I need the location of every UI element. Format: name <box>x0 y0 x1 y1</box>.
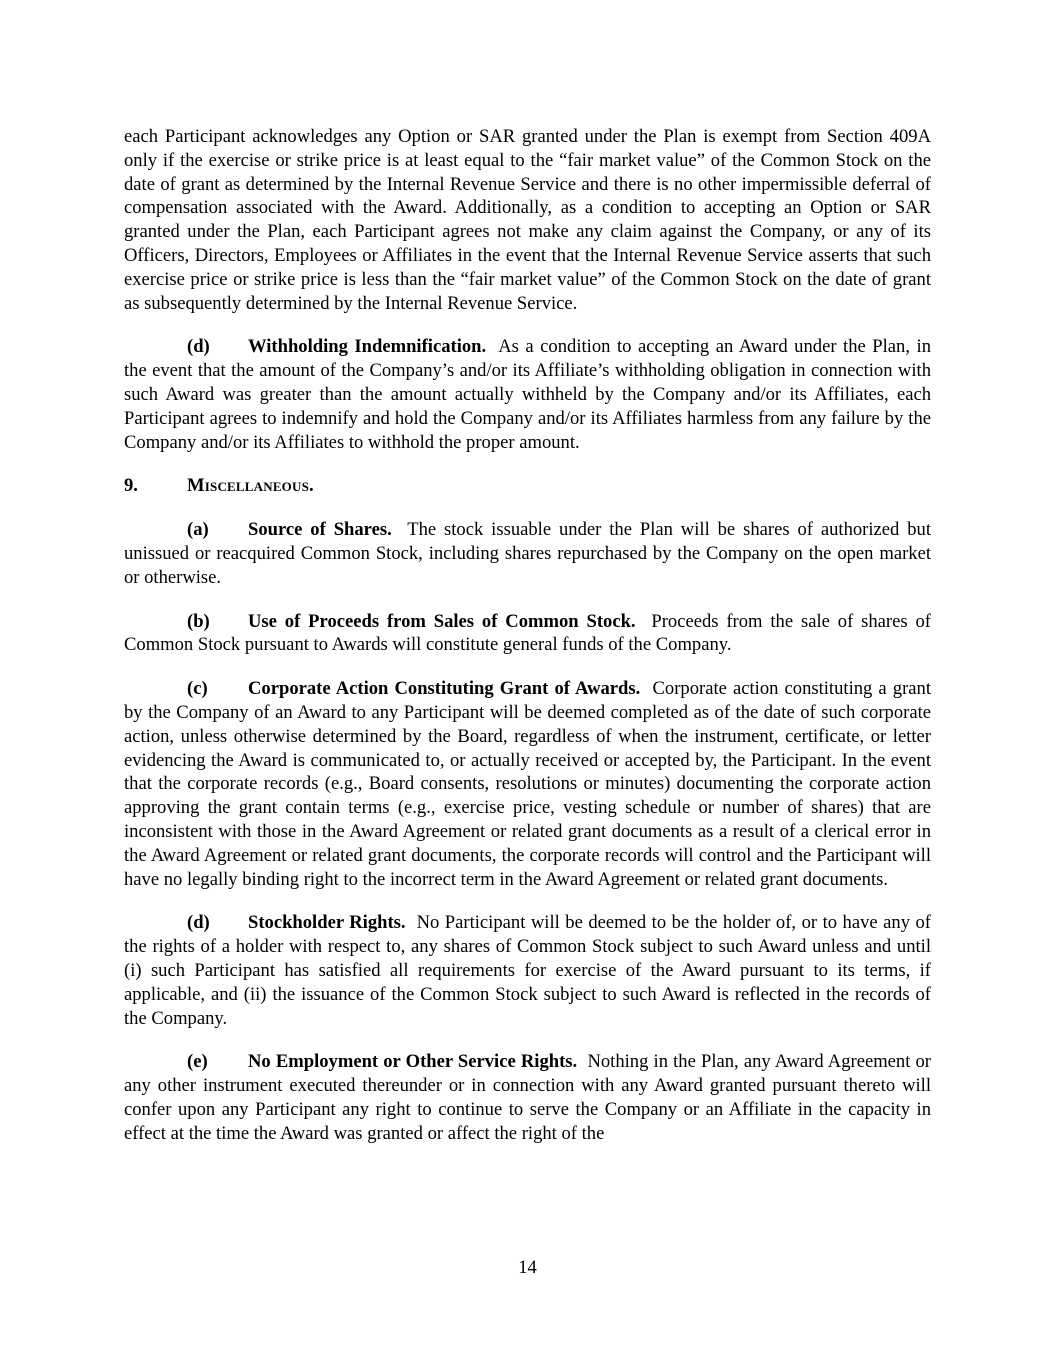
section-number: 9. <box>124 475 138 497</box>
subsection-title: No Employment or Other Service Rights. <box>248 1051 578 1073</box>
subsection-text: No Participant will be deemed to be the holder of, or to have any of the rights of a holder with respect to, any shares of Common Stock subject to such Award unless and until (i) such Participant has satisfied all requirements for exercise of the Award pursuant to its terms, if applicable, and (ii) the issuance of the Common Stock subject to such Award is reflected in the records of the Company. <box>124 912 931 1029</box>
subsection-text: The stock issuable under the Plan will be shares of authorized but unissued or reacquired Common Stock, including shares repurchased by the Company on the open market or otherwise. <box>124 519 931 588</box>
section-heading <box>124 474 931 498</box>
subsection-number: (d) <box>187 912 210 934</box>
subsection-number: (c) <box>187 678 208 700</box>
subsection-source-of-shares <box>124 518 931 589</box>
continuation-paragraph: each Participant acknowledges any Option or SAR granted under the Plan is exempt from Section 409A only if the exercise or strike price is at least equal to the “fair market value” of the Common Stock on the date of grant as determined by the Internal Revenue Service and there is no other impermissible deferral of compensation associated with the Award. Additionally, as a condition to accepting an Option or SAR granted under the Plan, each Participant agrees not make any claim against the Company, or any of its Officers, Directors, Employees or Affiliates in the event that the Internal Revenue Service asserts that such exercise price or strike price is less than the “fair market value” of the Common Stock on the date of grant as subsequently determined by the Internal Revenue Service. <box>124 126 931 314</box>
subsection-number: (e) <box>187 1051 208 1073</box>
subsection-use-of-proceeds <box>124 610 931 658</box>
page-number: 14 <box>518 1257 537 1278</box>
subsection-corporate-action <box>124 677 931 891</box>
subsection-number: (a) <box>187 519 209 541</box>
subsection-text: As a condition to accepting an Award under the Plan, in the event that the amount of the Company’s and/or its Affiliate’s withholding obligation in connection with such Award was greater than the amount actually withheld by the Company and/or its Affiliates, each Participant agrees to indemnify and hold the Company and/or its Affiliates harmless from any failure by the Company and/or its Affiliates to withhold the proper amount. <box>124 336 931 453</box>
subsection-no-employment-rights <box>124 1050 931 1145</box>
subsection-number: (b) <box>187 610 210 632</box>
section-title: Miscellaneous. <box>187 475 314 497</box>
document-page <box>124 125 931 1165</box>
subsection-number: (d) <box>187 336 210 358</box>
subsection-title: Withholding Indemnification. <box>248 336 487 358</box>
subsection-title: Corporate Action Constituting Grant of Awards. <box>248 678 641 700</box>
subsection-text: Corporate action constituting a grant by the Company of an Award to any Participant will be deemed completed as of the date of such corporate action, unless otherwise determined by the Board, regardless of when the instrument, certificate, or letter evidencing the Award is communicated to, or actually received or accepted by, the Participant. In the event that the corporate records (e.g., Board consents, resolutions or minutes) documenting the corporate action approving the grant contain terms (e.g., exercise price, vesting schedule or number of shares) that are inconsistent with those in the Award Agreement or related grant documents as a result of a clerical error in the Award Agreement or related grant documents, the corporate records will control and the Participant will have no legally binding right to the incorrect term in the Award Agreement or related grant documents. <box>124 678 932 890</box>
subsection-title: Use of Proceeds from Sales of Common Stock. <box>248 610 636 632</box>
subsection-text: Nothing in the Plan, any Award Agreement or any other instrument executed thereunder or in connection with any Award granted pursuant thereto will confer upon any Participant any right to continue to serve the Company or an Affiliate in the capacity in effect at the time the Award was granted or affect the right of the <box>124 1051 932 1144</box>
subsection-title: Source of Shares. <box>248 519 392 541</box>
subsection-text: Proceeds from the sale of shares of Common Stock pursuant to Awards will constitute general funds of the Company. <box>124 610 931 656</box>
subsection-stockholder-rights <box>124 911 931 1030</box>
subsection-title: Stockholder Rights. <box>248 912 406 934</box>
withholding-indemnification-paragraph <box>124 335 931 454</box>
